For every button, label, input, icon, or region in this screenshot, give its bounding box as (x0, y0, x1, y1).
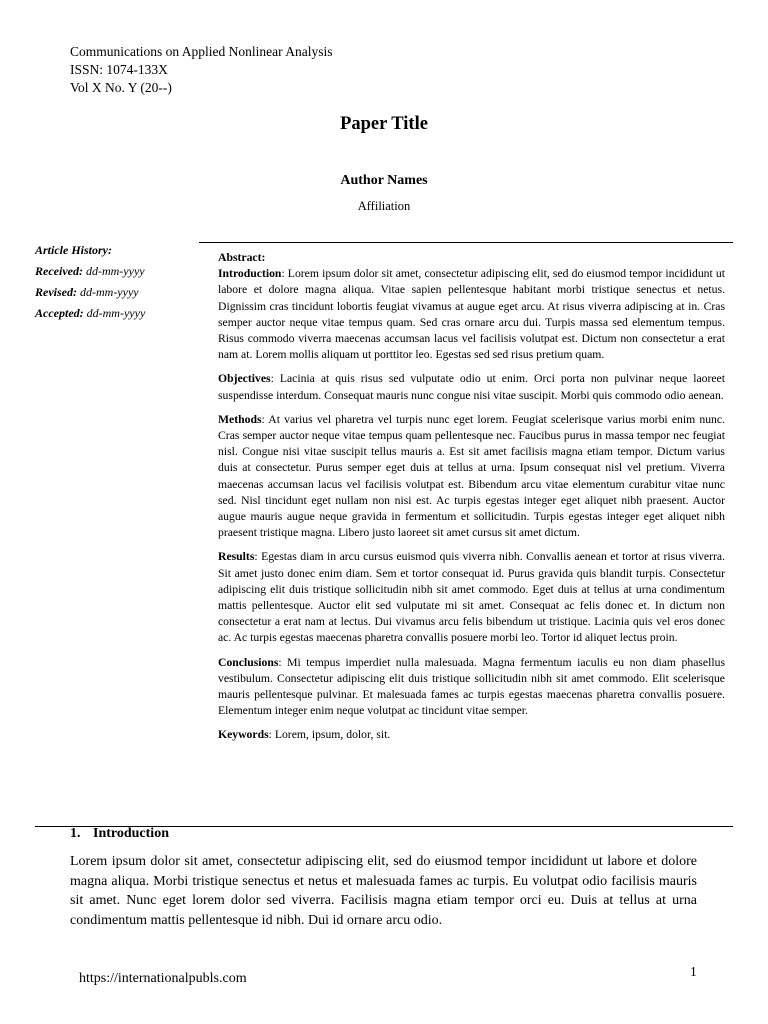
journal-issn: ISSN: 1074-133X (70, 62, 168, 77)
abstract-keywords: Keywords: Lorem, ipsum, dolor, sit. (218, 728, 391, 742)
section-title: Introduction (93, 826, 169, 841)
abstract-methods: Methods: At varius vel pharetra vel turpis nunc eget lorem. Feugiat scelerisque varius morbi enim nunc. Cras semper auctor neque vitae tempus quam pellentesque nec. Faucibus purus in massa tempor nec feugiat nisl. Congue nisi vitae suscipit tellus mauris a. Est sit amet facilisis magna etiam tempor. Dictum varius duis at consectetur. Purus semper eget duis at tellus at urna. Ipsum consequat nisl vel pretium. Viverra maecenas accumsan lacus vel facilisis volutpat est. Bibendum arcu vitae elementum curabitur vitae nunc sed. Nisl tincidunt eget nullam non nisi est. Ac turpis egestas integer eget aliquet nibh praesent. Auctor augue mauris augue neque gravida in fermentum et sollicitudin. Turpis egestas integer eget aliquet nibh praesent tristique magna. Libero justo laoreet sit amet cursus sit amet dictum. (218, 412, 725, 540)
paper-title: Paper Title (340, 114, 428, 134)
abstract-top-rule (199, 242, 733, 243)
author-names: Author Names (340, 173, 428, 188)
abstract-introduction: Introduction: Lorem ipsum dolor sit amet, consectetur adipiscing elit, sed do eiusmod tempor incididunt ut labore et dolore magna aliqua. Vitae sapien pellentesque habitant morbi tristique senectus et netus. Dignissim cras tincidunt lobortis feugiat vivamus at augue eget arcu. At risus viverra adipiscing at in. Cras semper auctor neque vitae tempus quam. Sed cras ornare arcu dui. Turpis massa sed elementum tempus. Risus commodo viverra maecenas accumsan lacus vel facilisis volutpat est. Dictum non consectetur a erat nam at. Lorem mollis aliquam ut porttitor leo. Egestas sed sed risus pretium quam. (218, 267, 725, 362)
abstract-conclusions: Conclusions: Mi tempus imperdiet nulla malesuada. Magna fermentum iaculis eu non diam phasellus vestibulum. Consectetur adipiscing elit duis tristique sollicitudin nibh sit amet commodo. Elit scelerisque mauris pellentesque pulvinar. Et malesuada fames ac turpis egestas maecenas pharetra convallis posuere. Elementum integer enim neque volutpat ac tincidunt vitae semper. (218, 655, 725, 718)
abstract-heading: Abstract: (218, 251, 266, 264)
journal-name: Communications on Applied Nonlinear Analysis (70, 44, 333, 59)
footer-url: https://internationalpubls.com (79, 971, 247, 986)
abstract-results: Results: Egestas diam in arcu cursus euismod quis viverra nibh. Convallis aenean et tortor at risus viverra. Sit amet justo donec enim diam. Sem et tortor consequat id. Purus gravida quis blandit turpis. Consectetur adipiscing elit duis tristique sollicitudin nibh sit amet commodo. Eget duis at tellus at urna condimentum mattis pellentesque. Auctor elit sed vulputate mi sit amet. Consequat ac felis donec et. In dictum non consectetur a erat nam at lectus. Dui vivamus arcu felis bibendum ut tristique. Lacinia quis vel eros donec ac. Ac turpis egestas maecenas pharetra convallis posuere morbi leo. Tortor id aliquet lectus proin. (218, 550, 725, 645)
article-history-heading: Article History: (35, 243, 112, 257)
section-number: 1. (70, 826, 81, 841)
accepted-date: Accepted: dd-mm-yyyy (35, 306, 146, 320)
page-number: 1 (690, 964, 697, 979)
received-date: Received: dd-mm-yyyy (35, 264, 145, 278)
article-history (35, 242, 145, 326)
abstract-objectives: Objectives: Lacinia at quis risus sed vulputate odio ut enim. Orci porta non pulvinar neque laoreet suspendisse interdum. Consequat mauris nunc congue nisi vitae suscipit. Morbi quis commodo odio aenean. (218, 372, 725, 402)
affiliation: Affiliation (357, 199, 411, 213)
abstract (218, 250, 725, 752)
revised-date: Revised: dd-mm-yyyy (35, 285, 139, 299)
journal-volume: Vol X No. Y (20--) (70, 80, 172, 95)
section-heading (70, 826, 169, 842)
journal-header (70, 43, 332, 97)
section-body-text: Lorem ipsum dolor sit amet, consectetur adipiscing elit, sed do eiusmod tempor incididunt ut labore et dolore magna aliqua. Morbi tristique senectus et netus et malesuada fames ac turpis. Eu volutpat odio facilisis mauris sit amet. Nunc eget lorem dolor sed viverra. Facilisis magna etiam tempor orci eu. Duis at tellus at urna condimentum mattis pellentesque id nibh. Dui id ornare arcu odio. (70, 854, 697, 928)
